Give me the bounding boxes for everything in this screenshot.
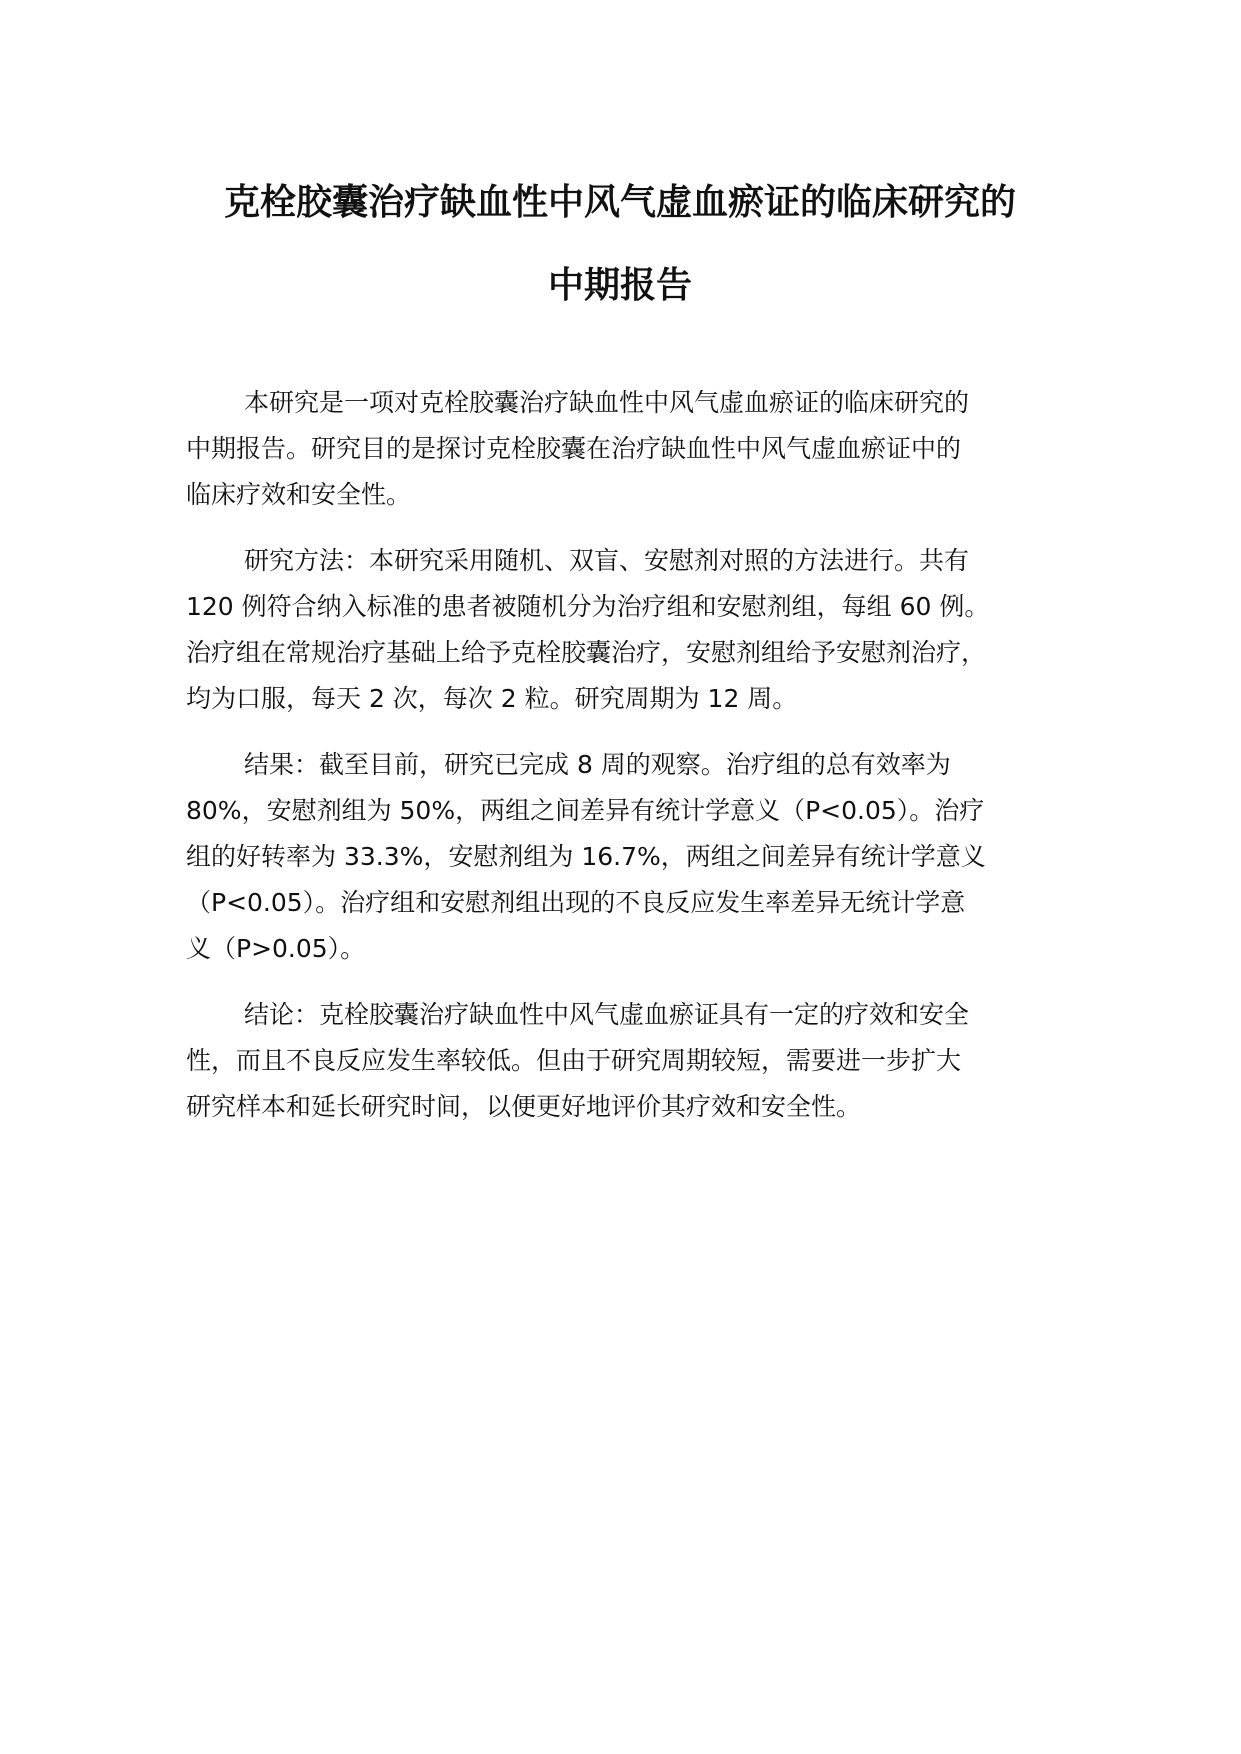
- paragraph-conclusion: [186, 992, 1086, 1130]
- paragraph-line: 组的好转率为 33.3%，安慰剂组为 16.7%，两组之间差异有统计学意义: [186, 842, 986, 871]
- document-body: [186, 380, 1086, 1150]
- paragraph-results: [186, 742, 1086, 972]
- paragraph-line: 结论：克栓胶囊治疗缺血性中风气虚血瘀证具有一定的疗效和安全: [244, 1000, 970, 1029]
- paragraph-line: 结果：截至目前，研究已完成 8 周的观察。治疗组的总有效率为: [244, 750, 951, 779]
- paragraph-line: 性，而且不良反应发生率较低。但由于研究周期较短，需要进一步扩大: [186, 1046, 962, 1075]
- paragraph-line: 120 例符合纳入标准的患者被随机分为治疗组和安慰剂组，每组 60 例。: [186, 592, 990, 621]
- paragraph-line: 临床疗效和安全性。: [186, 480, 412, 509]
- paragraph-line: 本研究是一项对克栓胶囊治疗缺血性中风气虚血瘀证的临床研究的: [244, 388, 970, 417]
- paragraph-line: 治疗组在常规治疗基础上给予克栓胶囊治疗，安慰剂组给予安慰剂治疗，: [186, 638, 987, 667]
- paragraph-line: 义（P>0.05）。: [186, 934, 366, 963]
- paragraph-line: 研究方法：本研究采用随机、双盲、安慰剂对照的方法进行。共有: [244, 546, 970, 575]
- paragraph-line: 中期报告。研究目的是探讨克栓胶囊在治疗缺血性中风气虚血瘀证中的: [186, 434, 962, 463]
- paragraph-line: 80%，安慰剂组为 50%，两组之间差异有统计学意义（P<0.05）。治疗: [186, 796, 985, 825]
- document-title-line-2: 中期报告: [547, 265, 692, 306]
- paragraph-line: （P<0.05）。治疗组和安慰剂组出现的不良反应发生率差异无统计学意: [186, 888, 966, 917]
- paragraph-introduction: [186, 380, 1086, 518]
- paragraph-methods: [186, 538, 1086, 722]
- document-title-line-1: 克栓胶囊治疗缺血性中风气虚血瘀证的临床研究的: [223, 182, 1016, 223]
- paragraph-line: 研究样本和延长研究时间，以便更好地评价其疗效和安全性。: [186, 1092, 862, 1121]
- paragraph-line: 均为口服，每天 2 次，每次 2 粒。研究周期为 12 周。: [186, 684, 798, 713]
